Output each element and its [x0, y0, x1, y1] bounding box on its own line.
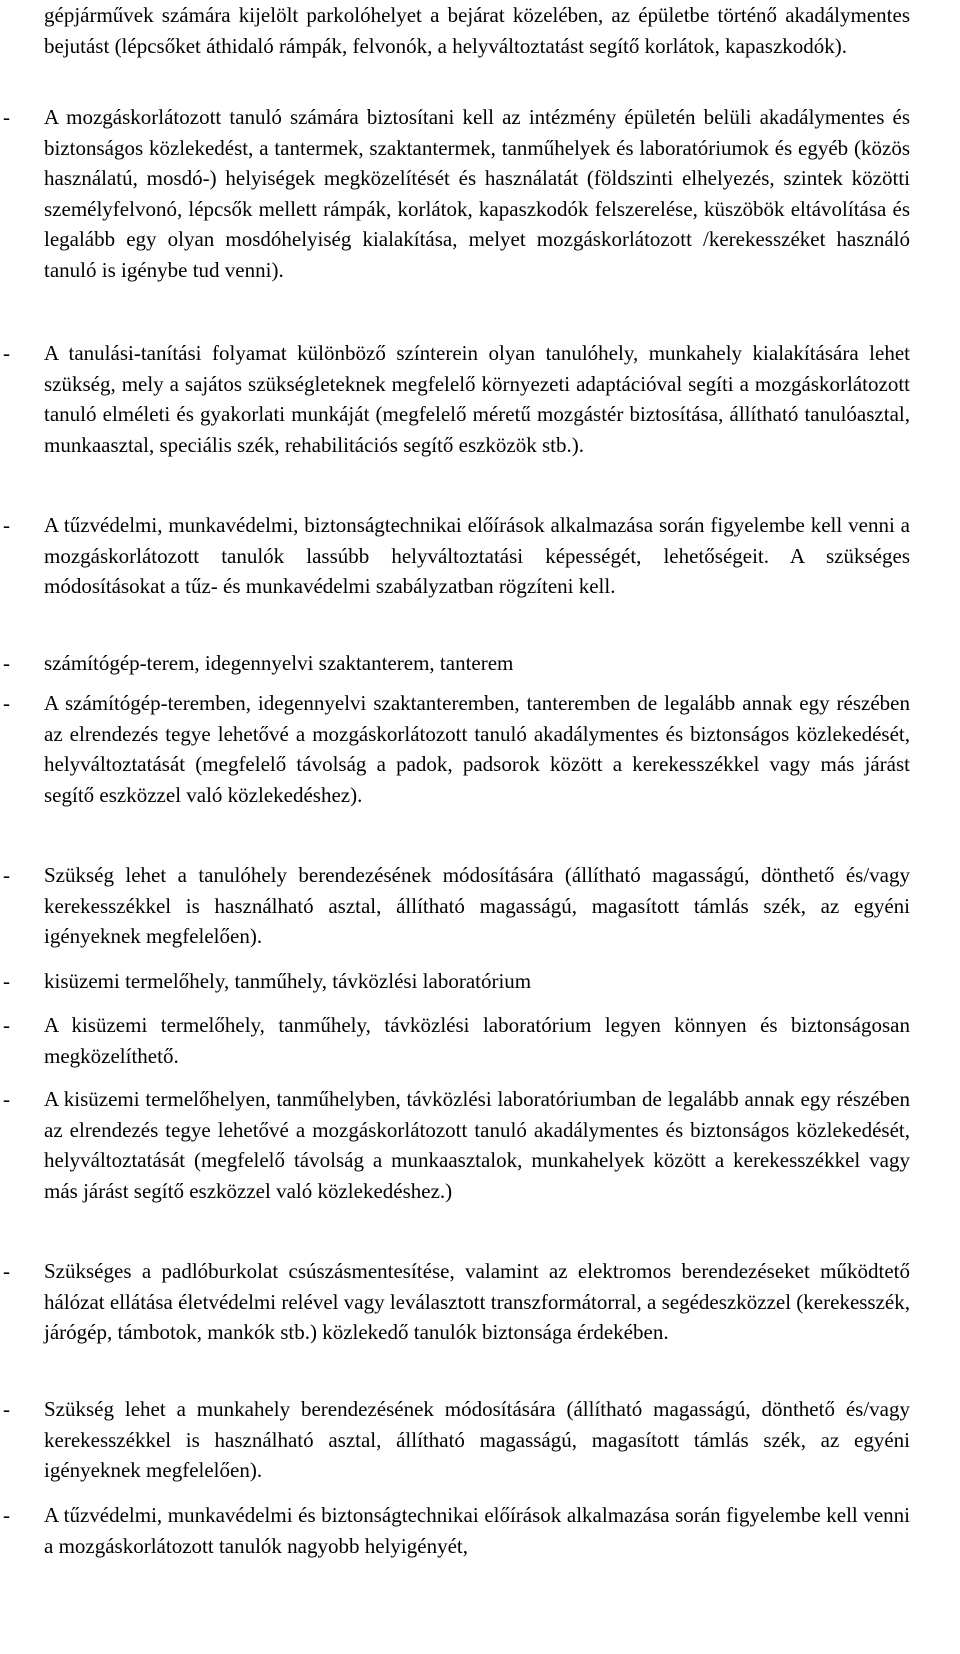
bullet-text: A tűzvédelmi, munkavédelmi, biztonságtechnikai előírások alkalmazása során figyelembe kell venni a mozgáskorlátozott tanulók lassúbb helyváltoztatási képességét, lehetőségeit. A szükséges módosításokat a tűz- és munkavédelmi szabályzatban rögzíteni kell.: [44, 513, 910, 598]
bullet-item: [0, 1084, 910, 1206]
bullet-dash: -: [3, 1087, 10, 1111]
bullet-item: [0, 648, 910, 679]
bullet-item: [0, 860, 910, 952]
bullet-dash: -: [3, 1013, 10, 1037]
paragraph-text: gépjárművek számára kijelölt parkolóhelyet a bejárat közelében, az épületbe történő akadálymentes bejutást (lépcsőket áthidaló rámpák, felvonók, a helyváltoztatást segítő korlátok, kapaszkodók).: [44, 3, 910, 58]
bullet-dash: -: [3, 1259, 10, 1283]
bullet-item: [0, 1256, 910, 1348]
bullet-text: A számítógép-teremben, idegennyelvi szaktanteremben, tanteremben de legalább annak egy részében az elrendezés tegye lehetővé a mozgáskorlátozott tanuló akadálymentes és biztonságos közlekedését, helyváltoztatását (megfelelő távolság a padok, padsorok között a kerekesszékkel vagy más járást segítő eszközzel való közlekedéshez).: [44, 691, 910, 807]
bullet-item: [0, 1394, 910, 1486]
bullet-dash: -: [3, 969, 10, 993]
bullet-text: A kisüzemi termelőhelyen, tanműhelyben, távközlési laboratóriumban de legalább annak egy részében az elrendezés tegye lehetővé a mozgáskorlátozott tanuló akadálymentes és biztonságos közlekedését, helyváltoztatását (megfelelő távolság a munkaasztalok, munkahelyek között a kerekesszékkel vagy más járást segítő eszközzel való közlekedéshez.): [44, 1087, 910, 1203]
bullet-dash: -: [3, 863, 10, 887]
bullet-text: Szükség lehet a munkahely berendezésének módosítására (állítható magasságú, dönthető és/vagy kerekesszékkel is használható asztal, állítható magasságú, magasított támlás szék, az egyéni igényeknek megfelelően).: [44, 1397, 910, 1482]
bullet-text: A tűzvédelmi, munkavédelmi és biztonságtechnikai előírások alkalmazása során figyelembe kell venni a mozgáskorlátozott tanulók nagyobb helyigényét,: [44, 1503, 910, 1558]
bullet-item: [0, 510, 910, 602]
bullet-item: [0, 688, 910, 810]
bullet-item: [0, 1500, 910, 1561]
bullet-text: A kisüzemi termelőhely, tanműhely, távközlési laboratórium legyen könnyen és biztonságosan megközelíthető.: [44, 1013, 910, 1068]
bullet-text: Szükség lehet a tanulóhely berendezésének módosítására (állítható magasságú, dönthető és/vagy kerekesszékkel is használható asztal, állítható magasságú, magasított támlás szék, az egyéni igényeknek megfelelően).: [44, 863, 910, 948]
bullet-dash: -: [3, 1397, 10, 1421]
bullet-item: [0, 966, 910, 997]
bullet-text: A mozgáskorlátozott tanuló számára biztosítani kell az intézmény épületén belüli akadálymentes és biztonságos közlekedést, a tantermek, szaktantermek, tanműhelyek és laboratóriumok és egyéb (közös használatú, mosdó-) helyiségek megközelítését és használatát (földszinti elhelyezés, szintek közötti személyfelvonó, lépcsők mellett rámpák, korlátok, kapaszkodók felszerelése, küszöbök eltávolítása és legalább egy olyan mosdóhelyiség kialakítása, melyet mozgáskorlátozott /kerekesszéket használó tanuló is igénybe tud venni).: [44, 105, 910, 282]
bullet-dash: -: [3, 691, 10, 715]
bullet-dash: -: [3, 651, 10, 675]
bullet-item: [0, 338, 910, 460]
bullet-text: kisüzemi termelőhely, tanműhely, távközlési laboratórium: [44, 969, 532, 993]
bullet-text: Szükséges a padlóburkolat csúszásmentesítése, valamint az elektromos berendezéseket működtető hálózat ellátása életvédelmi relével vagy leválasztott transzformátorral, a segédeszközzel (kerekesszék, járógép, támbotok, mankók stb.) közlekedő tanulók biztonsága érdekében.: [44, 1259, 910, 1344]
bullet-item: [0, 102, 910, 285]
bullet-text: A tanulási-tanítási folyamat különböző színterein olyan tanulóhely, munkahely kialakítására lehet szükség, mely a sajátos szükségleteknek megfelelő környezeti adaptációval segíti a mozgáskorlátozott tanuló elméleti és gyakorlati munkáját (megfelelő méretű mozgástér biztosítása, állítható tanulóasztal, munkaasztal, speciális szék, rehabilitációs segítő eszközök stb.).: [44, 341, 910, 457]
bullet-dash: -: [3, 513, 10, 537]
bullet-item: [0, 1010, 910, 1071]
bullet-dash: -: [3, 1503, 10, 1527]
bullet-text: számítógép-terem, idegennyelvi szaktanterem, tanterem: [44, 651, 514, 675]
paragraph-continuation: [44, 0, 910, 61]
bullet-dash: -: [3, 105, 10, 129]
bullet-dash: -: [3, 341, 10, 365]
